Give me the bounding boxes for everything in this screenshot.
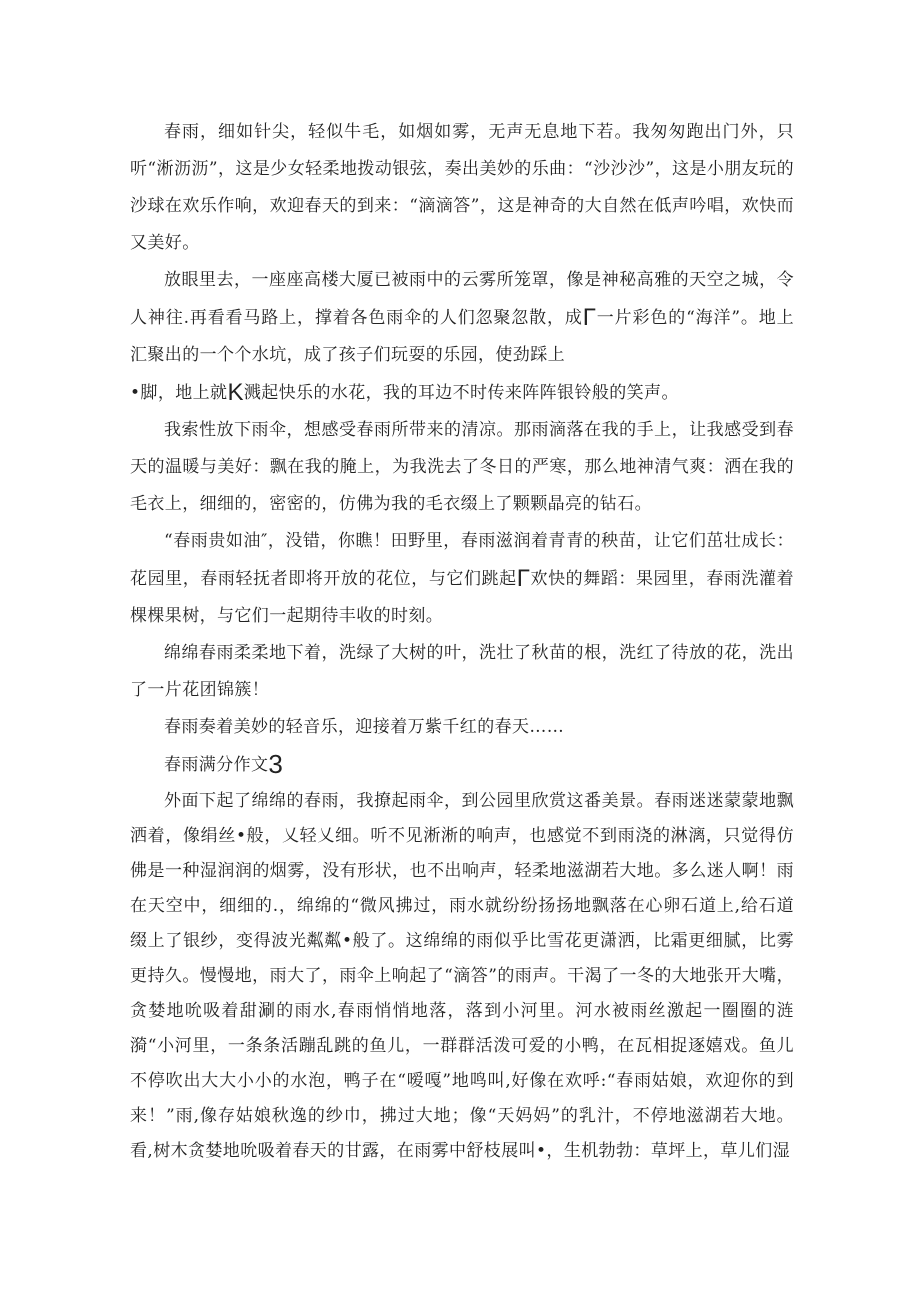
paragraph-feeling-rain: 我索性放下雨伞，想感受春雨所带来的清凉。那雨滴落在我的手上，让我感受到春天的温暖与美好：飘在我的腌上，为我洗去了冬日的严寒，那么地神清气爽：洒在我的毛衣上，细细的，密密的，仿佛为我的毛衣缀上了颗颗晶亮的钻石。 (130, 420, 794, 514)
section-heading-number: 3 (268, 749, 284, 779)
section-heading-text: 春雨满分作文 (164, 755, 269, 775)
rain-precious-text: “春雨贵如油″，没错，你瞧！田野里，春雨滋润着青青的秧苗，让它们茁壮成长：花园里，春雨轻抚者即将开放的花位，与它们跳起 (130, 531, 794, 589)
rain-precious-text-continued: 欢快的舞蹈：果园里，春雨洗灌着棵棵果树，与它们一起期待丰收的时刻。 (130, 569, 794, 626)
stray-glyph-gamma: Γ (516, 565, 531, 592)
paragraph-city-view (130, 262, 794, 374)
paragraph-essay-three: 外面下起了绵绵的春雨，我撩起雨伞，到公园里欣赏这番美景。春雨迷迷蒙蒙地飘洒着，像绢丝•般，乂轻乂细。听不见淅淅的响声，也感觉不到雨浇的淋漓，只觉得仿佛是一种湿润润的烟雾，没有形状，也不出响声，轻柔地滋湖若大地。多么迷人啊！雨在天空中，细细的.，绵绵的“微风拂过，雨水就纷纷扬扬地飘落在心卵石道上,给石道缀上了银纱，变得波光粼粼•般了。这绵绵的雨似乎比雪花更潇洒，比霜更细腻，比雾更持久。慢慢地，雨大了，雨伞上响起了“滴答”的雨声。干渴了一冬的大地张开大嘴，贪婪地吮吸着甜涮的雨水,春雨悄悄地落，落到小河里。河水被雨丝激起一圈圈的涟漪“小河里，一条条活蹦乱跳的鱼儿，一群群活泼可爱的小鸭，在瓦相捉逐嬉戏。鱼儿不停吹出大大小小的水泡，鸭子在“嗳嘎”地鸣叫,好像在欢呼:“春雨姑娘，欢迎你的到来！”雨,像存姑娘秋逸的纱巾，拂过大地；像“天妈妈”的乳汁，不停地滋湖若大地。看,树木贪婪地吮吸着春天的甘露，在雨雾中舒枝展叫•，生机勃勃：草坪上，草儿们湿 (130, 791, 794, 1161)
stray-glyph: Γ (582, 304, 597, 331)
essay-body (130, 114, 794, 1169)
paragraph-city-view-text: 放眼里去，一座座高楼大厦已被雨中的云雾所笼罩，像是神秘高雅的天空之城，令人神往.再看看马路上，撑着各色雨伞的人们忽聚忽散，成 (130, 270, 794, 328)
puddle-line-end: 溅起快乐的水花，我的耳边不时传来阵阵银铃般的笑声。 (243, 383, 679, 403)
section-heading (130, 746, 794, 784)
paragraph-puddle-line (130, 374, 794, 412)
paragraph-rain-precious (130, 523, 794, 635)
paragraph-closing-line: 春雨奏着美妙的轻音乐，迎接着万紫千红的春天…… (164, 717, 565, 737)
paragraph-city-view-text-continued: 一片彩色的“海洋”。地上汇聚出的一个个水坑，成了孩子们玩耍的乐园，使劲踩上 (130, 308, 794, 365)
stray-glyph-k: K (227, 379, 244, 406)
paragraph-spring-rain-sounds: 春雨，细如针尖，轻似牛毛，如烟如雾，无声无息地下若。我匆匆跑出门外，只听“淅沥沥”，这是少女轻柔地拨动银弦，奏出美妙的乐曲：“沙沙沙”，这是小朋友玩的沙球在欢乐作响，欢迎春天的到来：“滴滴答”，这是神奇的大自然在低声吟唱，欢快而又美好。 (130, 122, 794, 253)
paragraph-gentle-rain: 绵绵春雨柔柔地下着，洗绿了大树的叶，洗壮了秋苗的根，洗红了待放的花，洗出了一片花团锦簇！ (130, 643, 794, 700)
puddle-line-start: •脚，地上就 (130, 383, 228, 403)
